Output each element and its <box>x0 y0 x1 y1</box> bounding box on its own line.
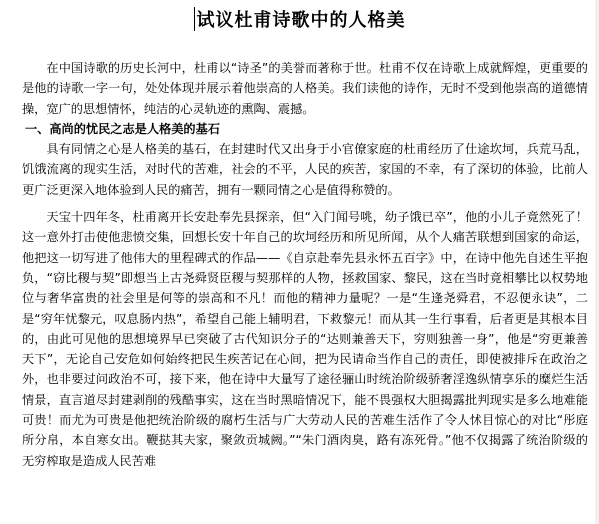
section-heading: 一、高尚的忧民之志是人格美的基石 <box>25 121 220 136</box>
vertical-scrollbar[interactable] <box>595 0 599 524</box>
body-paragraph-1: 具有同情之心是人格美的基石，在封建时代又出身于小官僚家庭的杜甫经历了仕途坎坷，兵荒马乱，饥饿流离的现实生活，对时代的苦难，社会的不平，人民的疾苦，家国的不幸，有了深切的体验，比前人更广泛更深入地体验到人民的痛苦，拥有一颗同情之心是值得称赞的。 <box>22 142 588 197</box>
text-cursor <box>194 7 195 31</box>
title-area <box>0 6 599 32</box>
intro-paragraph: 在中国诗歌的历史长河中，杜甫以“诗圣”的美誉而著称于世。杜甫不仅在诗歌上成就辉煌，更重要的是他的诗歌一字一句，处处体现并展示着他崇高的人格美。我们读他的诗作，无时不受到他崇高的道德情操，宽广的思想情怀，纯洁的心灵轨迹的熏陶、震撼。 <box>22 61 588 116</box>
body-paragraph-2: 天宝十四年冬，杜甫离开长安赴奉先县探亲，但“入门闻号咷，幼子饿已卒”，他的小儿子竟然死了！这一意外打击使他悲愤交集，回想长安十年自己的坎坷经历和所见所闻，从个人痛苦联想到国家的命运，他把这一切写进了他伟大的里程碑式的作品——《自京赴奉先县永怀五百字》中，在诗中他先自述生平抱负，“窃比稷与契”即想当上古尧舜贤臣稷与契那样的人物，拯救国家、黎民，这在当时竟相攀比以权势地位与奢华富贵的社会里是何等的崇高和不凡！而他的精神力量呢？一是“生逢尧舜君，不忍便永诀”，二是“穷年忧黎元，叹息肠内热”，希望自己能上辅明君，下救黎元！而从其一生行事看，后者更是其根本目的，由此可见他的思想境界早已突破了古代知识分子的“达则兼善天下，穷则独善一身”，他是“穷更兼善天下”，无论自己安危如何始终把民生疾苦记在心间，把为民请命当作自己的责任，即使被排斥在政治之外，也非要过问政治不可，接下来，他在诗中大量写了途径骊山时统治阶级骄奢淫逸纵情享乐的糜烂生活情景，直言道尽封建剥削的残酷事实，这在当时黑暗情况下，能不畏强权大胆揭露批判现实是多么地难能可贵！而尤为可贵是他把统治阶级的腐朽生活与广大劳动人民的苦难生活作了令人怵目惊心的对比“彤庭所分帛，本自寒女出。鞭挞其夫家，聚敛贡城阙。”“朱门酒肉臭，路有冻死骨。”他不仅揭露了统治阶级的无穷榨取是造成人民苦难 <box>22 210 588 468</box>
document-body <box>22 58 588 471</box>
document-title: 试议杜甫诗歌中的人格美 <box>196 10 406 31</box>
